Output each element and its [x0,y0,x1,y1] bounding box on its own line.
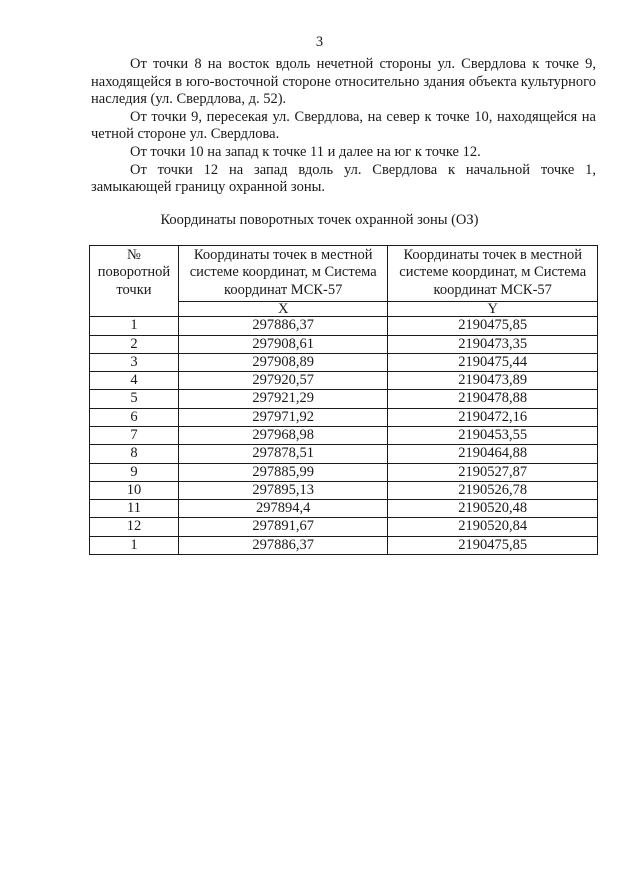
table-row [90,408,598,426]
table-row [90,317,598,335]
table-row [90,518,598,536]
cell-y: 2190473,89 [388,372,598,390]
cell-point-number: 11 [90,500,179,518]
cell-point-number: 4 [90,372,179,390]
cell-x: 297885,99 [178,463,388,481]
cell-y: 2190475,85 [388,536,598,554]
table-row [90,335,598,353]
cell-x: 297895,13 [178,481,388,499]
table-row [90,445,598,463]
cell-point-number: 6 [90,408,179,426]
header-point-number: № поворотной точки [90,246,179,317]
cell-y: 2190472,16 [388,408,598,426]
table-row [90,372,598,390]
cell-x: 297968,98 [178,427,388,445]
cell-x: 297886,37 [178,317,388,335]
cell-x: 297908,61 [178,335,388,353]
table-caption: Координаты поворотных точек охранной зоны (ОЗ) [160,212,479,228]
cell-y: 2190464,88 [388,445,598,463]
cell-point-number: 10 [90,481,179,499]
table-row [90,463,598,481]
paragraph-point-9: От точки 9, пересекая ул. Свердлова, на север к точке 10, находящейся на четной стороне ул. Свердлова. [91,108,596,143]
cell-point-number: 1 [90,536,179,554]
table-row [90,390,598,408]
table-row [90,481,598,499]
table-header-row [90,246,598,302]
cell-x: 297971,92 [178,408,388,426]
table-row [90,353,598,371]
cell-x: 297878,51 [178,445,388,463]
header-axis-y: Y [388,302,598,317]
cell-x: 297921,29 [178,390,388,408]
coordinates-table [89,245,598,555]
paragraph-point-10: От точки 10 на запад к точке 11 и далее на юг к точке 12. [130,143,481,160]
table-row [90,500,598,518]
cell-y: 2190520,48 [388,500,598,518]
header-coords-x: Координаты точек в местной системе координат, м Система координат МСК-57 [178,246,388,302]
cell-y: 2190526,78 [388,481,598,499]
cell-x: 297908,89 [178,353,388,371]
cell-y: 2190520,84 [388,518,598,536]
cell-point-number: 3 [90,353,179,371]
cell-x: 297920,57 [178,372,388,390]
cell-y: 2190478,88 [388,390,598,408]
cell-y: 2190473,35 [388,335,598,353]
table-row [90,427,598,445]
cell-point-number: 7 [90,427,179,445]
cell-point-number: 5 [90,390,179,408]
cell-y: 2190527,87 [388,463,598,481]
cell-point-number: 2 [90,335,179,353]
cell-point-number: 9 [90,463,179,481]
paragraph-point-8: От точки 8 на восток вдоль нечетной стороны ул. Свердлова к точке 9, находящейся в юго-восточной стороне относительно здания объекта культурного наследия (ул. Свердлова, д. 52). [91,56,596,108]
body-text [91,56,596,197]
cell-x: 297894,4 [178,500,388,518]
cell-y: 2190475,85 [388,317,598,335]
cell-y: 2190453,55 [388,427,598,445]
cell-x: 297891,67 [178,518,388,536]
paragraph-point-12: От точки 12 на запад вдоль ул. Свердлова к начальной точке 1, замыкающей границу охранной зоны. [91,161,596,196]
page-number: 3 [315,34,324,50]
cell-point-number: 8 [90,445,179,463]
cell-point-number: 12 [90,518,179,536]
cell-y: 2190475,44 [388,353,598,371]
cell-point-number: 1 [90,317,179,335]
table-row [90,536,598,554]
cell-x: 297886,37 [178,536,388,554]
header-coords-y: Координаты точек в местной системе координат, м Система координат МСК-57 [388,246,598,302]
header-axis-x: X [178,302,388,317]
